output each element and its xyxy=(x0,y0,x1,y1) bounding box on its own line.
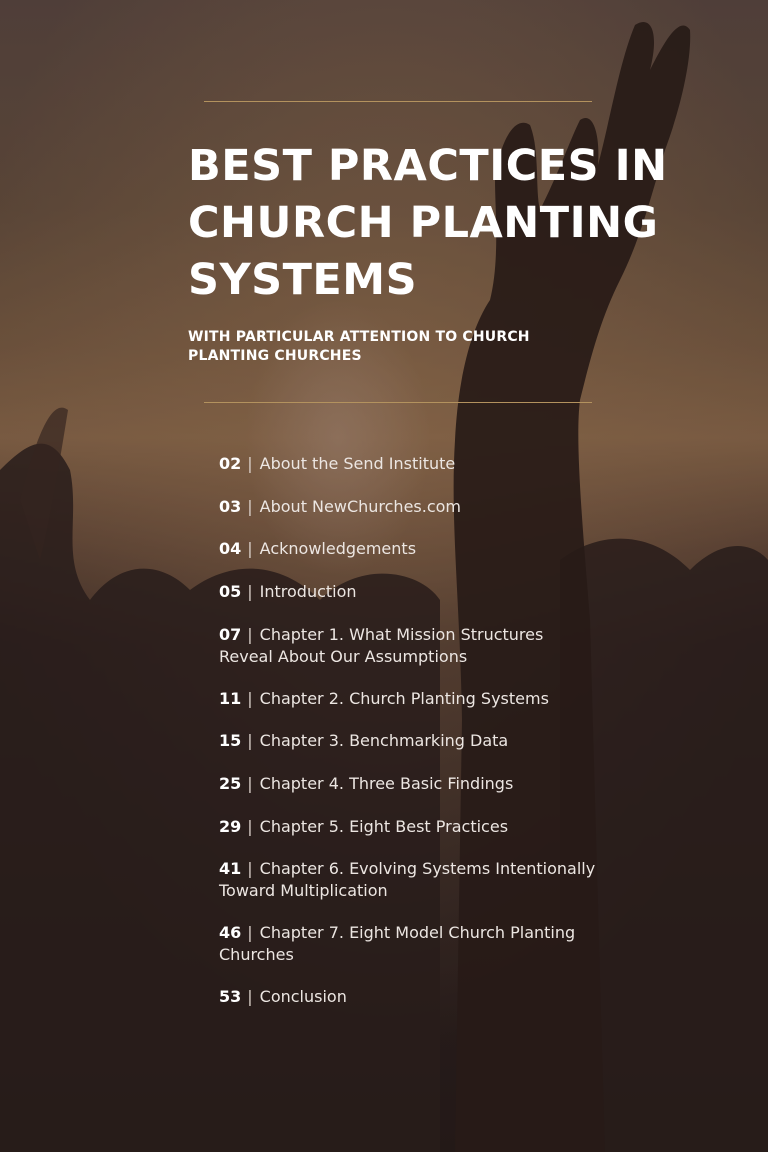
toc-page-number: 15 xyxy=(219,731,242,750)
toc-entry[interactable] xyxy=(219,858,639,901)
toc-entry[interactable] xyxy=(219,730,639,752)
toc-entry-line xyxy=(219,880,639,902)
toc-entry[interactable] xyxy=(219,453,639,475)
toc-entry-line xyxy=(219,858,639,880)
toc-page-number: 11 xyxy=(219,689,242,708)
toc-page-number: 07 xyxy=(219,625,242,644)
toc-separator: | xyxy=(247,859,253,878)
toc-entry-label: About the Send Institute xyxy=(259,454,456,473)
toc-entry-line xyxy=(219,496,639,518)
toc-entry-label: Chapter 3. Benchmarking Data xyxy=(259,731,509,750)
toc-entry[interactable] xyxy=(219,581,639,603)
toc-separator: | xyxy=(247,923,253,942)
toc-entry[interactable] xyxy=(219,816,639,838)
toc-entry-line xyxy=(219,816,639,838)
subtitle-line: WITH PARTICULAR ATTENTION TO CHURCH xyxy=(188,329,530,345)
toc-entry-line xyxy=(219,986,639,1008)
toc-entry-line xyxy=(219,730,639,752)
toc-entry-label: Chapter 4. Three Basic Findings xyxy=(259,774,514,793)
toc-entry-line xyxy=(219,624,639,646)
title-line: CHURCH PLANTING xyxy=(188,198,659,248)
toc-separator: | xyxy=(247,539,253,558)
toc-entry-line xyxy=(219,453,639,475)
toc-separator: | xyxy=(247,987,253,1006)
toc-entry-label: Chapter 1. What Mission Structures xyxy=(259,625,544,644)
toc-page-number: 04 xyxy=(219,539,242,558)
title-line: BEST PRACTICES IN xyxy=(188,141,668,191)
toc-page-number: 05 xyxy=(219,582,242,601)
toc-entry-line xyxy=(219,773,639,795)
toc-entry-label: Chapter 7. Eight Model Church Planting xyxy=(259,923,576,942)
toc-entry[interactable] xyxy=(219,496,639,518)
toc-entry-label: Chapter 2. Church Planting Systems xyxy=(259,689,549,708)
toc-page-number: 29 xyxy=(219,817,242,836)
title-line: SYSTEMS xyxy=(188,255,418,305)
toc-entry-label: Introduction xyxy=(259,582,357,601)
toc-entry-label: Churches xyxy=(219,944,294,964)
toc-page-number: 41 xyxy=(219,859,242,878)
toc-entry-label: Chapter 6. Evolving Systems Intentionally xyxy=(259,859,596,878)
toc-entry[interactable] xyxy=(219,624,639,667)
toc-entry-line xyxy=(219,944,639,966)
toc-entry-line xyxy=(219,688,639,710)
toc-entry[interactable] xyxy=(219,538,639,560)
toc-separator: | xyxy=(247,582,253,601)
toc-entry-label: Chapter 5. Eight Best Practices xyxy=(259,817,509,836)
toc-separator: | xyxy=(247,454,253,473)
toc-page-number: 03 xyxy=(219,497,242,516)
toc-page-number: 53 xyxy=(219,987,242,1006)
toc-entry-label: Toward Multiplication xyxy=(219,880,388,900)
toc-entry[interactable] xyxy=(219,773,639,795)
document-title xyxy=(188,138,668,309)
toc-separator: | xyxy=(247,817,253,836)
toc-entry-line xyxy=(219,646,639,668)
toc-entry[interactable] xyxy=(219,922,639,965)
toc-page-number: 25 xyxy=(219,774,242,793)
toc-entry-label: Conclusion xyxy=(259,987,347,1006)
toc-entry[interactable] xyxy=(219,986,639,1008)
subtitle-line: PLANTING CHURCHES xyxy=(188,348,362,364)
toc-separator: | xyxy=(247,689,253,708)
toc-separator: | xyxy=(247,774,253,793)
toc-entry-label: Reveal About Our Assumptions xyxy=(219,646,468,666)
toc-entry-line xyxy=(219,538,639,560)
toc-entry-label: Acknowledgements xyxy=(259,539,417,558)
toc-entry-line xyxy=(219,922,639,944)
toc-separator: | xyxy=(247,497,253,516)
toc-entry[interactable] xyxy=(219,688,639,710)
toc-page-number: 02 xyxy=(219,454,242,473)
toc-separator: | xyxy=(247,731,253,750)
middle-divider-rule xyxy=(204,402,592,403)
top-divider-rule xyxy=(204,101,592,102)
toc-entry-line xyxy=(219,581,639,603)
toc-separator: | xyxy=(247,625,253,644)
toc-page-number: 46 xyxy=(219,923,242,942)
document-subtitle xyxy=(188,328,588,366)
toc-entry-label: About NewChurches.com xyxy=(259,497,461,516)
